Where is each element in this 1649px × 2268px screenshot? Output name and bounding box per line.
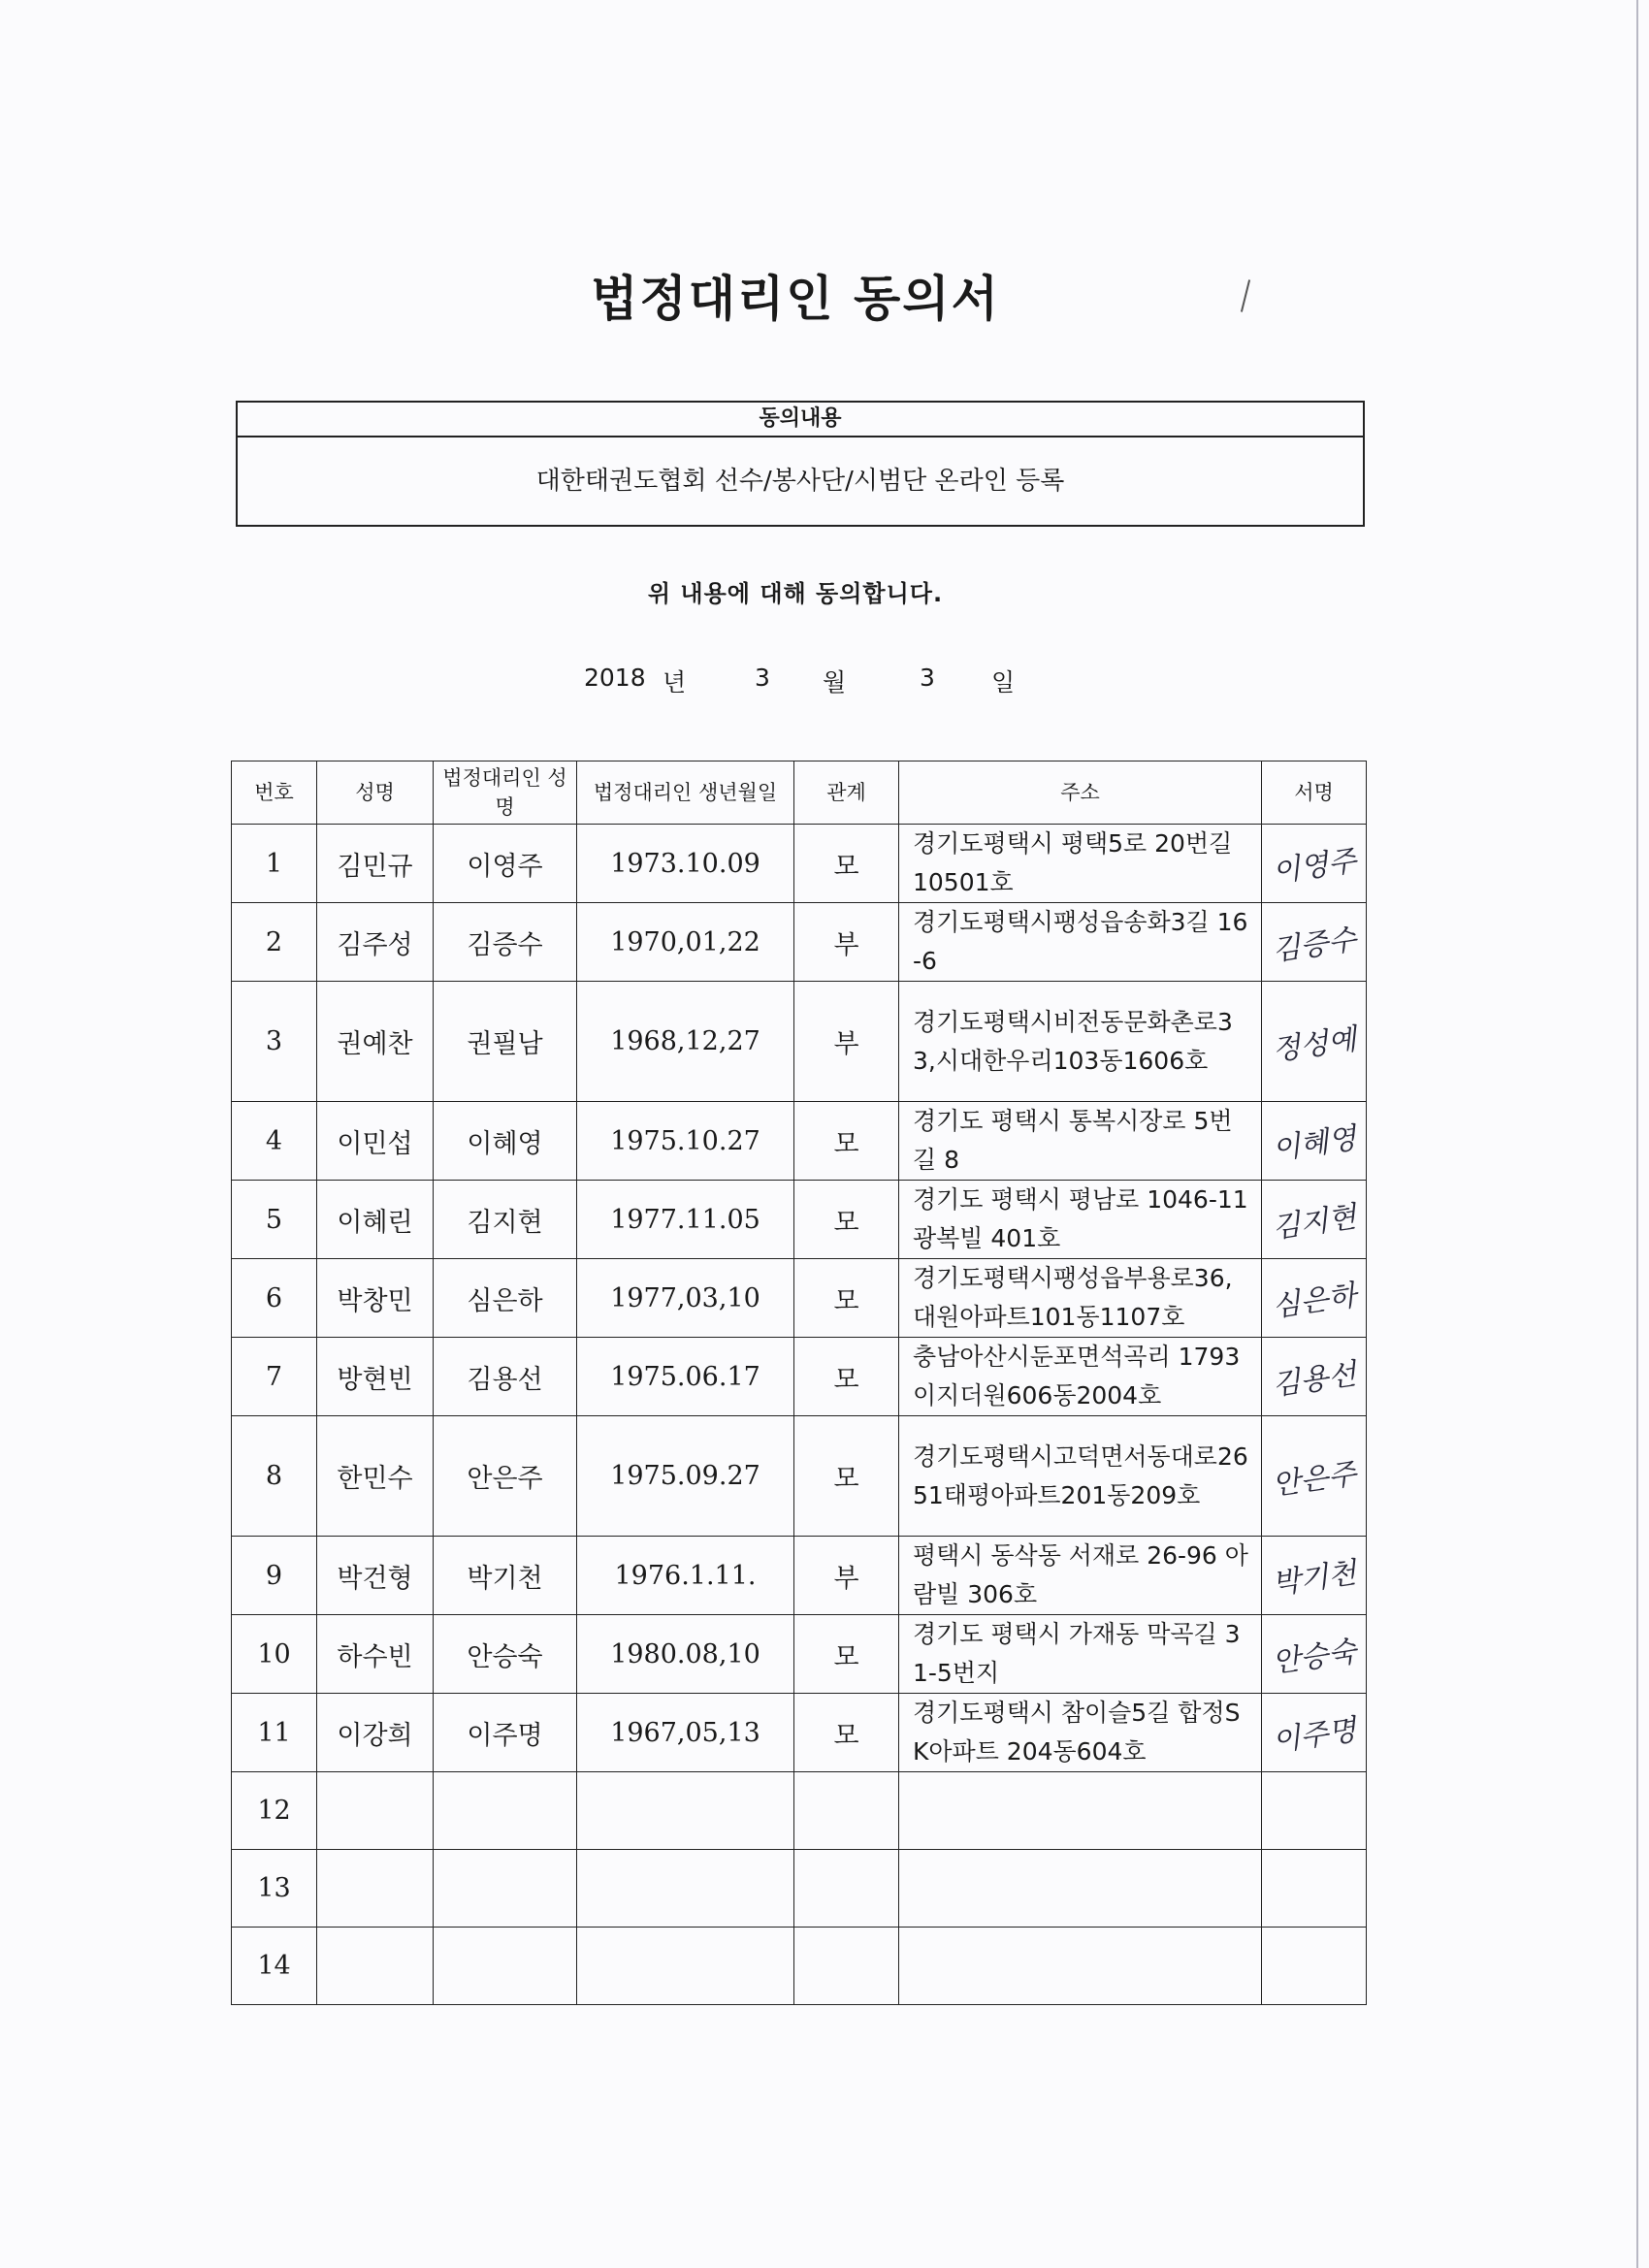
cell-name: 한민수 [317, 1416, 434, 1537]
cell-relation [794, 1928, 899, 2005]
agreement-text: 위 내용에 대해 동의합니다. [647, 580, 944, 607]
cell-guardian-birth [577, 1772, 794, 1850]
handwritten-signature: 김증수 [1270, 923, 1359, 968]
cell-relation: 모 [794, 1416, 899, 1537]
cell-address: 경기도 평택시 가재동 막곡길 31-5번지 [899, 1615, 1262, 1694]
cell-no: 6 [232, 1259, 317, 1338]
date-year: 2018 [584, 664, 646, 692]
cell-signature [1262, 1102, 1367, 1181]
handwritten-signature: 정성예 [1270, 1021, 1359, 1068]
cell-signature [1262, 1694, 1367, 1772]
cell-signature [1262, 1416, 1367, 1537]
date-month: 3 [755, 664, 770, 692]
consent-text: 대한태권도협회 선수/봉사단/시범단 온라인 등록 [535, 467, 1065, 496]
header-relation: 관계 [794, 761, 899, 825]
cell-name: 이혜린 [317, 1181, 434, 1259]
cell-no: 7 [232, 1338, 317, 1416]
header-signature: 서명 [1262, 761, 1367, 825]
cell-guardian-birth: 1975.06.17 [577, 1338, 794, 1416]
cell-name: 박창민 [317, 1259, 434, 1338]
cell-name: 방현빈 [317, 1338, 434, 1416]
cell-relation: 모 [794, 825, 899, 903]
handwritten-signature: 김지현 [1270, 1200, 1359, 1246]
cell-signature [1262, 1181, 1367, 1259]
cell-address: 충남아산시둔포면석곡리 1793 이지더원606동2004호 [899, 1338, 1262, 1416]
header-address: 주소 [899, 761, 1262, 825]
cell-signature [1262, 1615, 1367, 1694]
cell-guardian-birth [577, 1850, 794, 1928]
cell-name: 하수빈 [317, 1615, 434, 1694]
cell-guardian-birth: 1975.10.27 [577, 1102, 794, 1181]
cell-no: 10 [232, 1615, 317, 1694]
cell-signature [1262, 1537, 1367, 1615]
cell-signature [1262, 903, 1367, 982]
guardian-table [231, 761, 1367, 2005]
handwritten-signature: 심은하 [1270, 1279, 1359, 1324]
cell-guardian-birth: 1976.1.11. [577, 1537, 794, 1615]
table-row [232, 903, 1367, 982]
cell-name: 박건형 [317, 1537, 434, 1615]
cell-signature [1262, 1338, 1367, 1416]
cell-no: 9 [232, 1537, 317, 1615]
table-row [232, 1694, 1367, 1772]
cell-name: 김주성 [317, 903, 434, 982]
cell-guardian-birth: 1973.10.09 [577, 825, 794, 903]
cell-signature [1262, 982, 1367, 1102]
cell-no: 12 [232, 1772, 317, 1850]
cell-no: 14 [232, 1928, 317, 2005]
date-month-unit: 월 [823, 668, 847, 697]
cell-guardian-name [434, 1772, 577, 1850]
table-row [232, 1181, 1367, 1259]
cell-address: 경기도 평택시 통복시장로 5번길 8 [899, 1102, 1262, 1181]
table-row [232, 1772, 1367, 1850]
cell-relation: 모 [794, 1181, 899, 1259]
cell-address: 경기도평택시 참이슬5길 합정SK아파트 204동604호 [899, 1694, 1262, 1772]
table-row [232, 1537, 1367, 1615]
cell-guardian-birth: 1975.09.27 [577, 1416, 794, 1537]
cell-guardian-birth: 1977.11.05 [577, 1181, 794, 1259]
cell-relation: 모 [794, 1259, 899, 1338]
handwritten-signature: 이주명 [1270, 1713, 1359, 1759]
date-day: 3 [920, 664, 935, 692]
cell-name: 이민섭 [317, 1102, 434, 1181]
table-row [232, 1259, 1367, 1338]
cell-address [899, 1928, 1262, 2005]
cell-name: 김민규 [317, 825, 434, 903]
cell-name: 이강희 [317, 1694, 434, 1772]
cell-guardian-birth: 1968,12,27 [577, 982, 794, 1102]
cell-guardian-name: 김증수 [434, 903, 577, 982]
cell-relation: 부 [794, 1537, 899, 1615]
cell-relation: 모 [794, 1694, 899, 1772]
cell-guardian-birth: 1980.08,10 [577, 1615, 794, 1694]
header-guardian-name: 법정대리인 성명 [434, 761, 577, 825]
cell-no: 11 [232, 1694, 317, 1772]
cell-address [899, 1772, 1262, 1850]
handwritten-signature: 김용선 [1270, 1357, 1359, 1403]
cell-relation: 모 [794, 1615, 899, 1694]
consent-box [236, 401, 1365, 527]
cell-address [899, 1850, 1262, 1928]
table-row [232, 1338, 1367, 1416]
cell-guardian-name: 심은하 [434, 1259, 577, 1338]
cell-address: 경기도 평택시 평남로 1046-11 광복빌 401호 [899, 1181, 1262, 1259]
cell-guardian-name [434, 1850, 577, 1928]
header-name: 성명 [317, 761, 434, 825]
cell-name [317, 1850, 434, 1928]
cell-guardian-name: 안은주 [434, 1416, 577, 1537]
cell-no: 3 [232, 982, 317, 1102]
page-edge-line [1636, 0, 1638, 2268]
handwritten-signature: 안은주 [1270, 1456, 1359, 1503]
cell-name [317, 1928, 434, 2005]
handwritten-signature: 이영주 [1270, 844, 1359, 890]
date-year-unit: 년 [663, 668, 687, 697]
cell-guardian-name: 이혜영 [434, 1102, 577, 1181]
cell-guardian-birth: 1977,03,10 [577, 1259, 794, 1338]
cell-guardian-name: 박기천 [434, 1537, 577, 1615]
cell-signature [1262, 1928, 1367, 2005]
cell-relation: 모 [794, 1338, 899, 1416]
cell-signature [1262, 1850, 1367, 1928]
cell-address: 경기도평택시비전동문화촌로33,시대한우리103동1606호 [899, 982, 1262, 1102]
cell-guardian-birth: 1970,01,22 [577, 903, 794, 982]
cell-guardian-birth: 1967,05,13 [577, 1694, 794, 1772]
cell-no: 4 [232, 1102, 317, 1181]
table-row [232, 982, 1367, 1102]
consent-header: 동의내용 [238, 403, 1363, 437]
cell-signature [1262, 825, 1367, 903]
cell-guardian-name: 김지현 [434, 1181, 577, 1259]
cell-no: 2 [232, 903, 317, 982]
cell-guardian-name [434, 1928, 577, 2005]
cell-no: 13 [232, 1850, 317, 1928]
cell-address: 경기도평택시팽성읍부용로36,대원아파트101동1107호 [899, 1259, 1262, 1338]
cell-guardian-name: 안승숙 [434, 1615, 577, 1694]
cell-address: 평택시 동삭동 서재로 26-96 아람빌 306호 [899, 1537, 1262, 1615]
cell-guardian-birth [577, 1928, 794, 2005]
cell-no: 8 [232, 1416, 317, 1537]
date-day-unit: 일 [991, 668, 1016, 697]
table-row [232, 1416, 1367, 1537]
cell-name: 권예찬 [317, 982, 434, 1102]
cell-no: 1 [232, 825, 317, 903]
cell-guardian-name: 김용선 [434, 1338, 577, 1416]
cell-address: 경기도평택시팽성읍송화3길 16-6 [899, 903, 1262, 982]
cell-relation: 부 [794, 903, 899, 982]
cell-guardian-name: 이영주 [434, 825, 577, 903]
handwritten-signature: 이혜영 [1270, 1121, 1359, 1167]
cell-no: 5 [232, 1181, 317, 1259]
cell-guardian-name: 이주명 [434, 1694, 577, 1772]
table-row [232, 1102, 1367, 1181]
cell-relation: 모 [794, 1102, 899, 1181]
cell-address: 경기도평택시고덕면서동대로2651태평아파트201동209호 [899, 1416, 1262, 1537]
table-row [232, 1615, 1367, 1694]
header-guardian-birth: 법정대리인 생년월일 [577, 761, 794, 825]
cell-relation [794, 1850, 899, 1928]
table-row [232, 825, 1367, 903]
table-row [232, 1850, 1367, 1928]
cell-address: 경기도평택시 평택5로 20번길 10501호 [899, 825, 1262, 903]
cell-guardian-name: 권필남 [434, 982, 577, 1102]
table-header-row [232, 761, 1367, 825]
cell-signature [1262, 1772, 1367, 1850]
cell-signature [1262, 1259, 1367, 1338]
handwritten-signature: 안승숙 [1270, 1635, 1359, 1680]
cell-relation [794, 1772, 899, 1850]
table-body [232, 825, 1367, 2005]
table-row [232, 1928, 1367, 2005]
cell-relation: 부 [794, 982, 899, 1102]
handwritten-signature: 박기천 [1270, 1556, 1359, 1602]
cell-name [317, 1772, 434, 1850]
header-no: 번호 [232, 761, 317, 825]
document-title: 법정대리인 동의서 [591, 270, 1000, 327]
